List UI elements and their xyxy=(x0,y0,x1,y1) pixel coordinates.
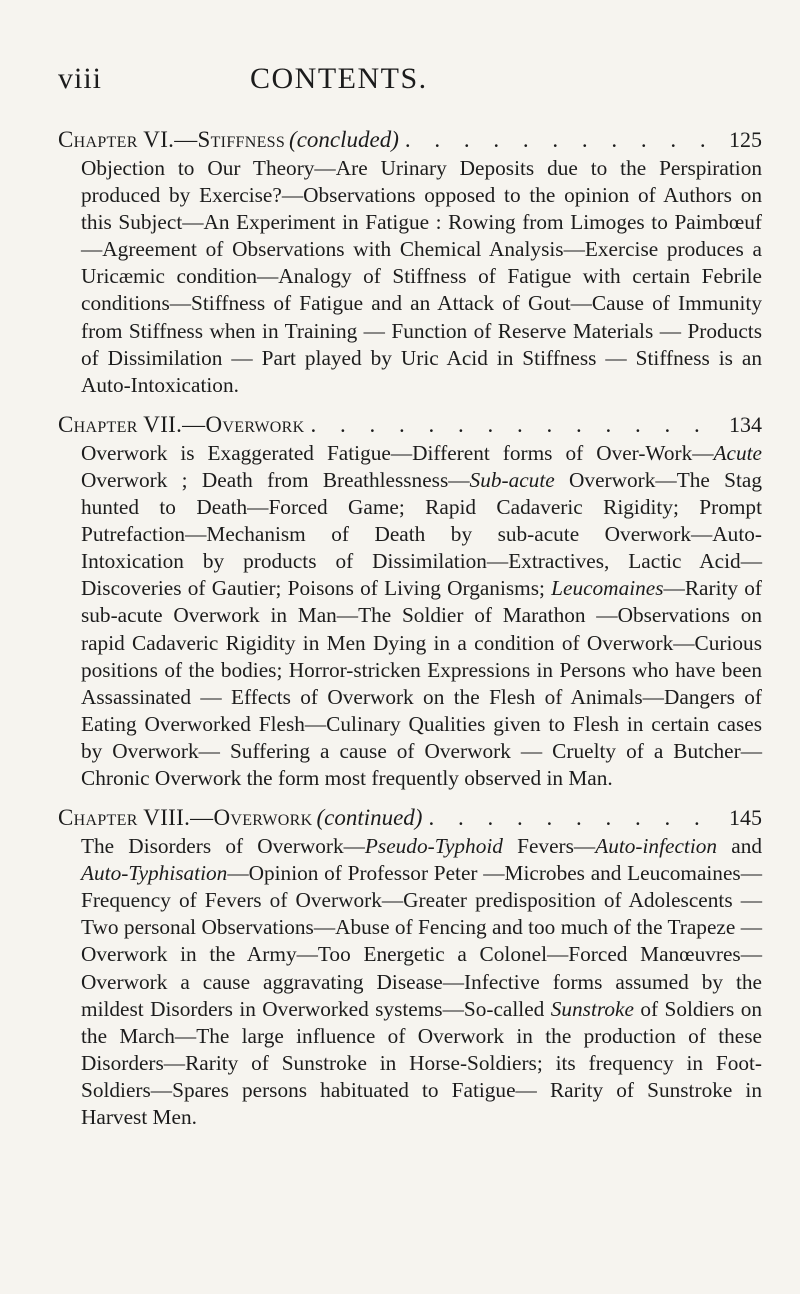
chapter-entry xyxy=(58,124,762,399)
chapter-page-number: 145 xyxy=(729,805,762,831)
chapter-heading xyxy=(58,802,762,833)
page-title: CONTENTS. xyxy=(250,62,428,95)
running-head xyxy=(58,62,762,102)
summary-text: —Rarity of sub-acute Overwork in Man—The Soldier of Marathon —Observations on rapid Cadaveric Rigidity in Men Dying in a condition of Overwork—Curious positions of the bodies; Horror-stricken Expressions in Persons who have been Assassinated — Effects of Overwork on the Flesh of Animals—Dangers of Eating Overworked Flesh—Culinary Qualities given to Flesh in certain cases by Overwork— Suffering a cause of Overwork — Cruelty of a Butcher— Chronic Overwork the form most frequently observed in Man. xyxy=(81,576,763,790)
chapter-title: Chapter VI.—Stiffness xyxy=(58,127,286,152)
summary-emphasis: Acute xyxy=(713,440,762,465)
chapter-heading xyxy=(58,409,762,440)
summary-emphasis: Sunstroke xyxy=(550,996,634,1021)
chapter-entry xyxy=(58,802,762,1131)
summary-text: of Soldiers on the March—The large influence of Overwork in the production of these Disorders—Rarity of Sunstroke in Horse-Soldiers; its frequency in Foot-Soldiers—Spares persons habituated to Fatigue— Rarity of Sunstroke in Harvest Men. xyxy=(81,996,763,1129)
dot-leaders xyxy=(405,124,723,155)
summary-text: and xyxy=(717,834,762,859)
summary-text: Overwork ; Death from Breathlessness— xyxy=(81,467,470,492)
summary-text: The Disorders of Overwork— xyxy=(81,834,365,859)
summary-text: Overwork—The Stag hunted to Death—Forced Game; Rapid Cadaveric Rigidity; Prompt Putrefaction—Mechanism of Death by sub-acute Overwork—Auto-Intoxication by products of Dissimilation—Extractives, Lactic Acid—Discoveries of Gautier; Poisons of Living Organisms; xyxy=(81,467,762,601)
chapter-page-number: 125 xyxy=(729,127,762,152)
summary-emphasis: Pseudo-Typhoid xyxy=(364,834,503,859)
summary-text: Overwork is Exaggerated Fatigue—Different forms of Over-Work— xyxy=(81,440,714,465)
chapter-summary xyxy=(81,833,762,1131)
chapter-entry xyxy=(58,409,762,792)
dot-leaders xyxy=(311,409,724,440)
chapter-title: Chapter VIII.—Overwork xyxy=(58,805,313,831)
chapter-qualifier: (continued) xyxy=(316,805,423,831)
summary-emphasis: Auto-infection xyxy=(595,834,718,859)
chapter-summary xyxy=(81,440,762,792)
summary-emphasis: Auto-Typhisation xyxy=(81,861,228,886)
page-number: viii xyxy=(58,62,103,95)
chapter-summary: Objection to Our Theory—Are Urinary Deposits due to the Perspiration produced by Exercise?—Observations opposed to the opinion of Authors on this Subject—An Experiment in Fatigue : Rowing from Limoges to Paimbœuf—Agreement of Observations with Chemical Analysis—Exercise produces a Uricæmic condition—Analogy of Stiffness of Fatigue with certain Febrile conditions—Stiffness of Fatigue and an Attack of Gout—Cause of Immunity from Stiffness when in Training — Function of Reserve Materials — Products of Dissimilation — Part played by Uric Acid in Stiffness — Stiffness is an Auto-Intoxication. xyxy=(81,156,762,397)
chapter-qualifier: (concluded) xyxy=(289,127,399,152)
chapter-heading xyxy=(58,124,762,155)
summary-emphasis: Sub-acute xyxy=(469,467,555,492)
chapter-page-number: 134 xyxy=(729,411,762,437)
dot-leaders xyxy=(428,802,723,833)
summary-text: Fevers— xyxy=(502,834,596,859)
summary-text: —Opinion of Professor Peter —Microbes and Leucomaines—Frequency of Fevers of Overwork—Greater predisposition of Adolescents —Two personal Observations—Abuse of Fencing and too much of the Trapeze —Overwork in the Army—Too Energetic a Colonel—Forced Manœuvres—Overwork a cause aggravating Disease—Infective forms assumed by the mildest Disorders in Overworked systems—So-called xyxy=(81,861,762,1021)
chapter-title: Chapter VII.—Overwork xyxy=(58,411,305,437)
summary-emphasis: Leucomaines xyxy=(551,576,664,601)
